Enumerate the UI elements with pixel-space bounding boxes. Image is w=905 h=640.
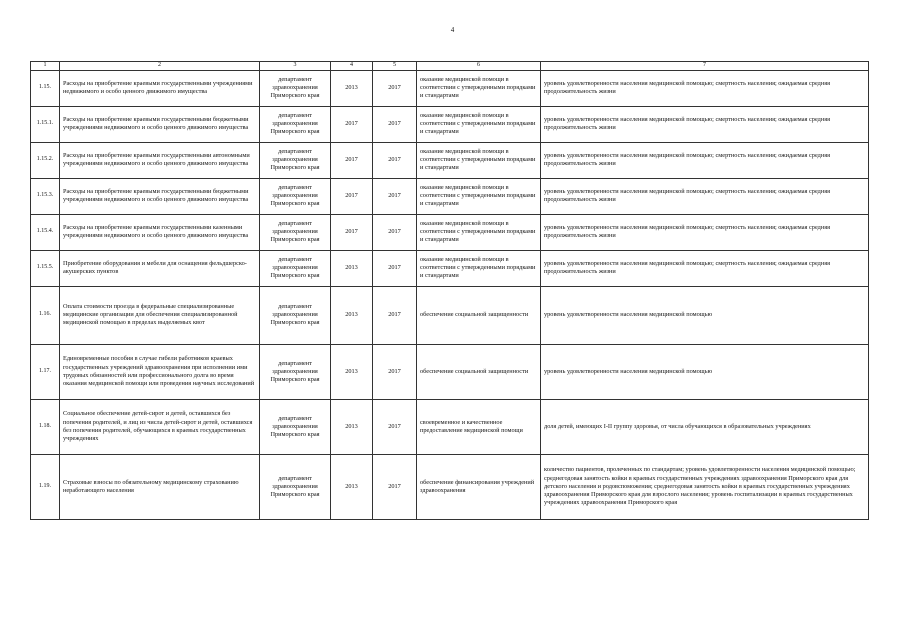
activity-name: Расходы на приобретение краевыми государственными автономными учреждениями недвижимого и особо ценного движимого имущества bbox=[60, 142, 260, 178]
indicators: уровень удовлетворенности населения медицинской помощью; смертность населения; ожидаемая средняя продолжительность жизни bbox=[541, 142, 869, 178]
table-row bbox=[31, 454, 869, 519]
row-number: 1.15. bbox=[31, 70, 60, 106]
executor: департамент здравоохранения Приморского края bbox=[260, 250, 331, 286]
expected-result: оказание медицинской помощи в соответствии с утвержденными порядками и стандартами bbox=[417, 250, 541, 286]
start-year: 2013 bbox=[331, 286, 373, 344]
executor: департамент здравоохранения Приморского края bbox=[260, 178, 331, 214]
table-row bbox=[31, 70, 869, 106]
indicators: количество пациентов, пролеченных по стандартам; уровень удовлетворенности населения медицинской помощью; среднегодовая занятость койки в краевых государственных учреждениях здравоохранения Приморского края для детского населения и родовспоможения; среднегодовая занятость койки в краевых государственных учреждениях здравоохранения Приморского края для взрослого населения; уровень госпитализации в краевых государственных учреждениях здравоохранения Приморского края bbox=[541, 454, 869, 519]
activity-name: Единовременные пособия в случае гибели работников краевых государственных учреждений здравоохранения при исполнении ими трудовых обязанностей или профессионального долга во время оказания медицинской помощи или проведения научных исследований bbox=[60, 344, 260, 399]
end-year: 2017 bbox=[373, 399, 417, 454]
end-year: 2017 bbox=[373, 250, 417, 286]
table-row bbox=[31, 250, 869, 286]
executor: департамент здравоохранения Приморского края bbox=[260, 70, 331, 106]
executor: департамент здравоохранения Приморского края bbox=[260, 454, 331, 519]
table-row bbox=[31, 142, 869, 178]
row-number: 1.15.4. bbox=[31, 214, 60, 250]
start-year: 2017 bbox=[331, 214, 373, 250]
start-year: 2017 bbox=[331, 106, 373, 142]
table-row bbox=[31, 399, 869, 454]
expected-result: оказание медицинской помощи в соответствии с утвержденными порядками и стандартами bbox=[417, 214, 541, 250]
end-year: 2017 bbox=[373, 286, 417, 344]
start-year: 2013 bbox=[331, 399, 373, 454]
table-header-row bbox=[31, 62, 869, 71]
column-header-4: 4 bbox=[331, 62, 373, 71]
expected-result: оказание медицинской помощи в соответствии с утвержденными порядками и стандартами bbox=[417, 178, 541, 214]
row-number: 1.15.5. bbox=[31, 250, 60, 286]
column-header-1: 1 bbox=[31, 62, 60, 71]
table-row bbox=[31, 214, 869, 250]
column-header-2: 2 bbox=[60, 62, 260, 71]
indicators: уровень удовлетворенности населения медицинской помощью bbox=[541, 286, 869, 344]
activity-name: Расходы на приобретение краевыми государственными бюджетными учреждениями недвижимого и особо ценного движимого имущества bbox=[60, 178, 260, 214]
row-number: 1.16. bbox=[31, 286, 60, 344]
start-year: 2013 bbox=[331, 454, 373, 519]
end-year: 2017 bbox=[373, 178, 417, 214]
end-year: 2017 bbox=[373, 454, 417, 519]
indicators: уровень удовлетворенности населения медицинской помощью; смертность населения; ожидаемая средняя продолжительность жизни bbox=[541, 214, 869, 250]
start-year: 2017 bbox=[331, 178, 373, 214]
table-row bbox=[31, 106, 869, 142]
expected-result: обеспечение финансирования учреждений здравоохранения bbox=[417, 454, 541, 519]
column-header-6: 6 bbox=[417, 62, 541, 71]
table-row bbox=[31, 344, 869, 399]
activity-name: Расходы на приобретение краевыми государственными бюджетными учреждениями недвижимого и особо ценного движимого имущества bbox=[60, 106, 260, 142]
row-number: 1.19. bbox=[31, 454, 60, 519]
start-year: 2013 bbox=[331, 344, 373, 399]
column-header-3: 3 bbox=[260, 62, 331, 71]
executor: департамент здравоохранения Приморского края bbox=[260, 142, 331, 178]
activity-name: Приобретение оборудования и мебели для оснащения фельдшерско-акушерских пунктов bbox=[60, 250, 260, 286]
indicators: уровень удовлетворенности населения медицинской помощью; смертность населения; ожидаемая средняя продолжительность жизни bbox=[541, 250, 869, 286]
executor: департамент здравоохранения Приморского края bbox=[260, 286, 331, 344]
end-year: 2017 bbox=[373, 106, 417, 142]
page-number: 4 bbox=[450, 26, 455, 34]
row-number: 1.15.3. bbox=[31, 178, 60, 214]
expected-result: своевременное и качественное предоставление медицинской помощи bbox=[417, 399, 541, 454]
table-row bbox=[31, 286, 869, 344]
indicators: уровень удовлетворенности населения медицинской помощью; смертность населения; ожидаемая средняя продолжительность жизни bbox=[541, 178, 869, 214]
executor: департамент здравоохранения Приморского края bbox=[260, 399, 331, 454]
expected-result: оказание медицинской помощи в соответствии с утвержденными порядками и стандартами bbox=[417, 106, 541, 142]
executor: департамент здравоохранения Приморского края bbox=[260, 214, 331, 250]
indicators: доля детей, имеющих I-II группу здоровья, от числа обучающихся в образовательных учреждениях bbox=[541, 399, 869, 454]
start-year: 2013 bbox=[331, 70, 373, 106]
column-header-5: 5 bbox=[373, 62, 417, 71]
indicators: уровень удовлетворенности населения медицинской помощью; смертность населения; ожидаемая средняя продолжительность жизни bbox=[541, 70, 869, 106]
start-year: 2017 bbox=[331, 142, 373, 178]
row-number: 1.15.2. bbox=[31, 142, 60, 178]
start-year: 2013 bbox=[331, 250, 373, 286]
column-header-7: 7 bbox=[541, 62, 869, 71]
expected-result: оказание медицинской помощи в соответствии с утвержденными порядками и стандартами bbox=[417, 70, 541, 106]
row-number: 1.17. bbox=[31, 344, 60, 399]
indicators: уровень удовлетворенности населения медицинской помощью bbox=[541, 344, 869, 399]
expected-result: оказание медицинской помощи в соответствии с утвержденными порядками и стандартами bbox=[417, 142, 541, 178]
expected-result: обеспечение социальной защищенности bbox=[417, 286, 541, 344]
activity-name: Расходы на приобретение краевыми государственными казенными учреждениями недвижимого и особо ценного движимого имущества bbox=[60, 214, 260, 250]
end-year: 2017 bbox=[373, 142, 417, 178]
activity-name: Социальное обеспечение детей-сирот и детей, оставшихся без попечения родителей, и лиц из числа детей-сирот и детей, оставшихся без попечения родителей, обучающихся в краевых государственных учреждениях bbox=[60, 399, 260, 454]
end-year: 2017 bbox=[373, 344, 417, 399]
activity-name: Страховые взносы по обязательному медицинскому страхованию неработающего населения bbox=[60, 454, 260, 519]
end-year: 2017 bbox=[373, 214, 417, 250]
activity-name: Расходы на приобретение краевыми государственными учреждениями недвижимого и особо ценного движимого имущества bbox=[60, 70, 260, 106]
row-number: 1.18. bbox=[31, 399, 60, 454]
end-year: 2017 bbox=[373, 70, 417, 106]
activity-name: Оплата стоимости проезда в федеральные специализированные медицинские организации для обеспечения специализированной медицинской помощью в пределах выделяемых квот bbox=[60, 286, 260, 344]
program-activities-table bbox=[30, 61, 869, 520]
executor: департамент здравоохранения Приморского края bbox=[260, 106, 331, 142]
table-row bbox=[31, 178, 869, 214]
row-number: 1.15.1. bbox=[31, 106, 60, 142]
expected-result: обеспечение социальной защищенности bbox=[417, 344, 541, 399]
indicators: уровень удовлетворенности населения медицинской помощью; смертность населения; ожидаемая средняя продолжительность жизни bbox=[541, 106, 869, 142]
executor: департамент здравоохранения Приморского края bbox=[260, 344, 331, 399]
